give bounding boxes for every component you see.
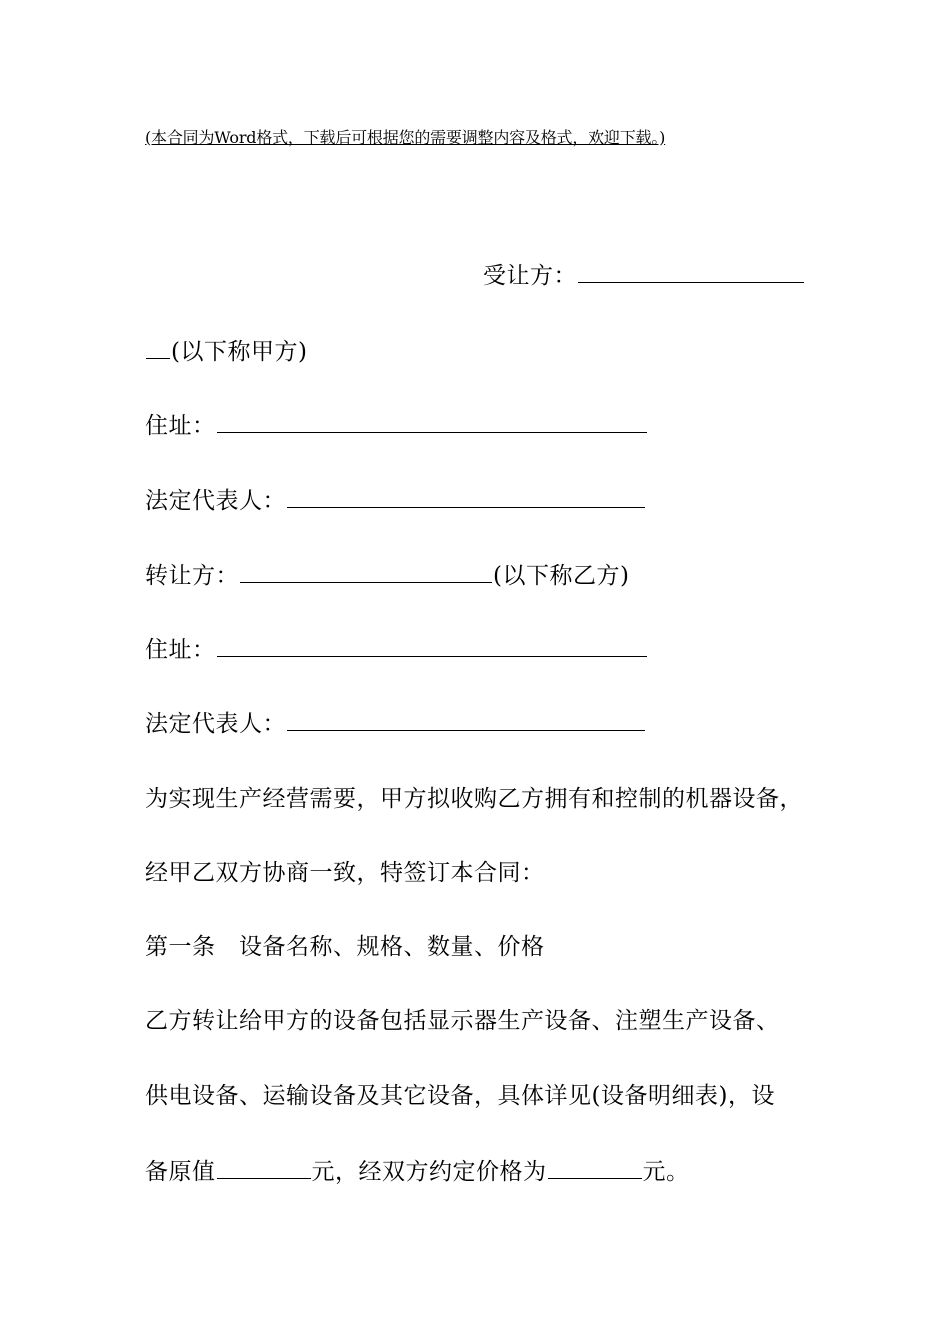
article-1-line-2: 供电设备、运输设备及其它设备，具体详见(设备明细表)，设 (145, 1083, 775, 1109)
original-value-label: 备原值 (145, 1159, 216, 1185)
legal-rep-blank-b (287, 708, 645, 731)
legal-rep-line-a (145, 485, 646, 516)
original-value-blank (217, 1156, 311, 1179)
intro-line-2: 经甲乙双方协商一致，特签订本合同： (145, 860, 545, 886)
address-line-b (145, 634, 648, 665)
transferee-label: 受让方： (483, 263, 577, 289)
transferor-label: 转让方： (145, 563, 239, 589)
yuan-suffix: 元。 (642, 1159, 690, 1185)
article-1-line-1: 乙方转让给甲方的设备包括显示器生产设备、注塑生产设备、 (145, 1008, 780, 1034)
legal-rep-line-b (145, 708, 646, 739)
transferee-blank (578, 260, 804, 283)
agreed-price-label: 元，经双方约定价格为 (311, 1159, 547, 1185)
intro-line-1: 为实现生产经营需要，甲方拟收购乙方拥有和控制的机器设备， (145, 786, 803, 812)
legal-rep-label-b: 法定代表人： (145, 711, 286, 737)
address-blank-b (217, 634, 647, 657)
address-blank-a (217, 410, 647, 433)
article-1-title: 第一条 设备名称、规格、数量、价格 (145, 934, 545, 960)
transferor-line (145, 560, 629, 591)
legal-rep-label-a: 法定代表人： (145, 488, 286, 514)
legal-rep-blank-a (287, 485, 645, 508)
party-a-alias-line (145, 336, 307, 367)
transferee-line (483, 260, 805, 291)
transferee-blank-continued (146, 336, 170, 359)
party-a-alias: (以下称甲方) (171, 339, 308, 365)
transferor-blank (240, 560, 492, 583)
address-label-b: 住址： (145, 637, 216, 663)
address-label-a: 住址： (145, 413, 216, 439)
agreed-price-blank (548, 1156, 642, 1179)
address-line-a (145, 410, 648, 441)
article-1-line-3 (145, 1156, 690, 1187)
party-b-alias: (以下称乙方) (493, 563, 630, 589)
download-note: (本合同为Word格式，下载后可根据您的需要调整内容及格式，欢迎下载。) (145, 128, 666, 147)
